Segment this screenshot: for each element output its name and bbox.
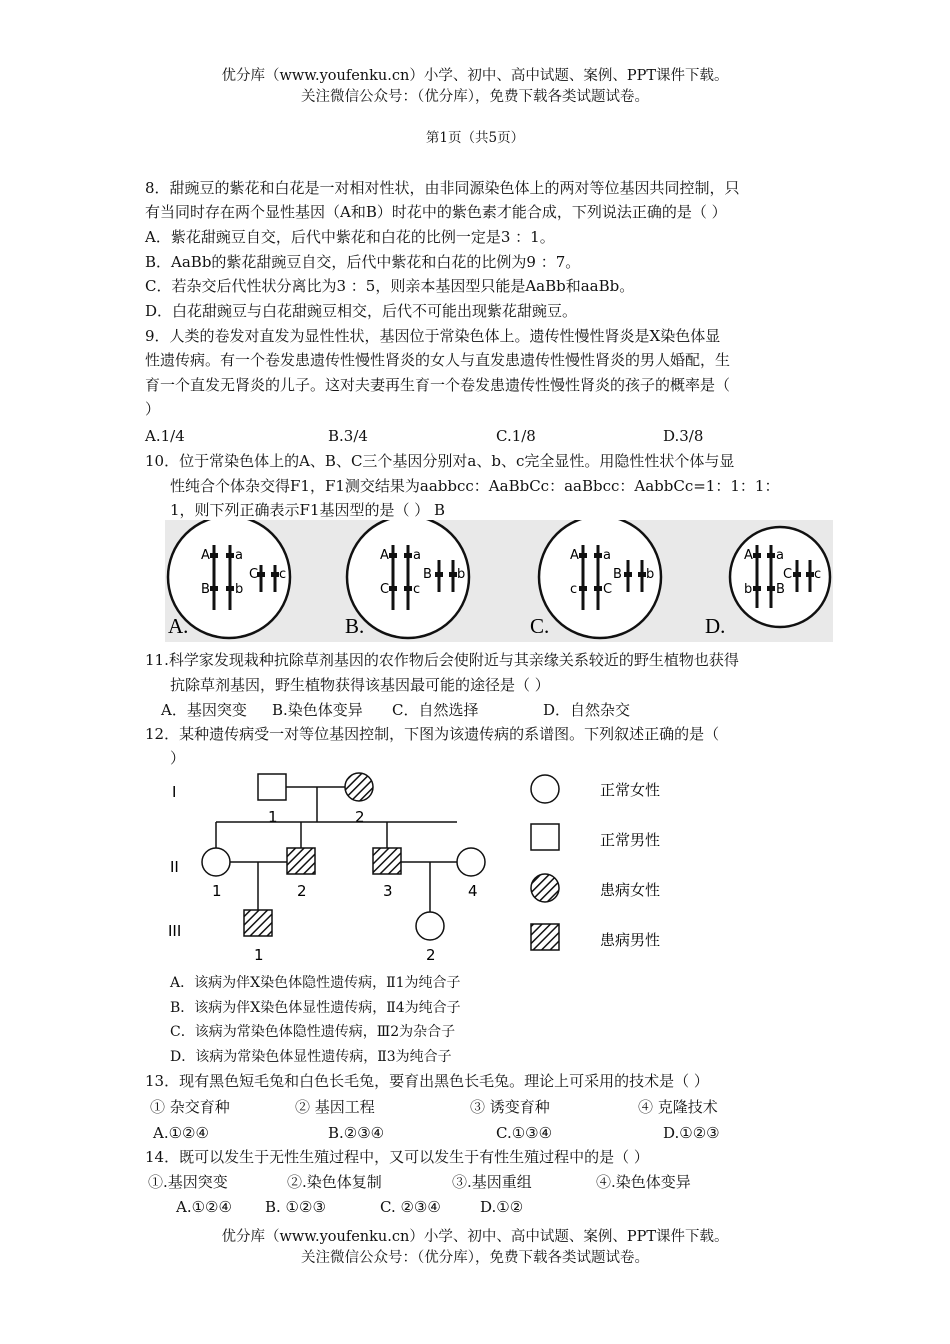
q14-stem: 14．既可以发生于无性生殖过程中，又可以发生于有性生殖过程中的是（ ） <box>145 1148 649 1166</box>
gene-label: C <box>380 582 390 597</box>
figure-option-label: C. <box>530 614 550 638</box>
chromosome-figure <box>165 520 833 642</box>
footer-line-1: 优分库（www.youfenku.cn）小学、初中、高中试题、案例、PPT课件下载。 <box>221 1229 729 1245</box>
header-line-1: 优分库（www.youfenku.cn）小学、初中、高中试题、案例、PPT课件下载。 <box>221 68 729 84</box>
legend-label: 正常女性 <box>600 781 661 799</box>
q9-option-c: C.1/8 <box>496 427 536 445</box>
gene-label: B <box>613 567 622 582</box>
gene-label: C <box>249 567 259 582</box>
gene-label: a <box>776 548 784 563</box>
q9-stem-1: 9．人类的卷发对直发为显性性状，基因位于常染色体上。遗传性慢性肾炎是X染色体显 <box>145 327 721 345</box>
q13-option-a: A.①②④ <box>153 1124 209 1142</box>
q9-stem-2: 性遗传病。有一个卷发患遗传性慢性肾炎的女人与直发患遗传性慢性肾炎的男人婚配，生 <box>145 351 731 369</box>
individual-number: 2 <box>297 882 307 900</box>
q11-option-b: B.染色体变异 <box>272 701 363 719</box>
gene-label: a <box>603 548 611 563</box>
q14-item-4: ④.染色体变异 <box>596 1173 691 1191</box>
q8-option-c: C．若杂交后代性状分离比为3 ：5，则亲本基因型只能是AaBb和aaBb。 <box>145 277 635 295</box>
generation-label: I <box>172 783 177 801</box>
gene-label: b <box>744 582 753 597</box>
generation-label: II <box>170 858 179 876</box>
individual-number: 4 <box>468 882 478 900</box>
female-normal-ii1 <box>202 848 230 876</box>
male-normal-i1 <box>258 774 286 800</box>
gene-label: a <box>413 548 421 563</box>
legend-label: 正常男性 <box>600 831 661 849</box>
pedigree-chart <box>160 762 680 972</box>
footer-line-2: 关注微信公众号：（优分库），免费下载各类试题试卷。 <box>301 1250 649 1266</box>
legend-female-affected-symbol <box>531 874 559 902</box>
q13-option-d: D.①②③ <box>663 1124 720 1142</box>
male-affected-ii3 <box>373 848 401 874</box>
legend-label: 患病男性 <box>600 931 661 949</box>
cell-option-b <box>347 520 469 638</box>
gene-label: B <box>423 567 432 582</box>
q8-stem-1: 8．甜豌豆的紫花和白花是一对相对性状，由非同源染色体上的两对等位基因共同控制，只 <box>145 179 740 197</box>
q11-option-d: D．自然杂交 <box>543 701 631 719</box>
cell-option-c <box>539 520 661 638</box>
q12-option-a: A．该病为伴X染色体隐性遗传病，Ⅱ1为纯合子 <box>170 975 461 991</box>
individual-number: 2 <box>355 808 365 826</box>
legend-male-affected-symbol <box>531 924 559 950</box>
gene-label: A <box>201 548 210 563</box>
legend-male-normal-symbol <box>531 824 559 850</box>
q8-option-a: A．紫花甜豌豆自交，后代中紫花和白花的比例一定是3 ：1。 <box>145 228 555 246</box>
gene-label: A <box>570 548 579 563</box>
gene-label: B <box>201 582 210 597</box>
q12-stem-1: 12．某种遗传病受一对等位基因控制，下图为该遗传病的系谱图。下列叙述正确的是（ <box>145 725 720 743</box>
q8-option-d: D．白花甜豌豆与白花甜豌豆相交，后代不可能出现紫花甜豌豆。 <box>145 302 578 320</box>
q9-option-b: B.3/4 <box>328 427 368 445</box>
q14-item-3: ③.基因重组 <box>452 1173 532 1191</box>
cell-option-d <box>730 527 830 627</box>
gene-label: B <box>776 582 785 597</box>
legend-label: 患病女性 <box>600 881 661 899</box>
gene-label: c <box>413 582 421 597</box>
page-header <box>0 66 950 108</box>
q11-stem-2: 抗除草剂基因，野生植物获得该基因最可能的途径是（ ） <box>170 676 550 694</box>
figure-option-label: A. <box>168 614 189 638</box>
q13-item-1: ① 杂交育种 <box>150 1098 230 1116</box>
gene-label: c <box>570 582 578 597</box>
q13-stem: 13．现有黑色短毛兔和白色长毛兔，要育出黑色长毛兔。理论上可采用的技术是（ ） <box>145 1072 709 1090</box>
legend-female-normal-symbol <box>531 775 559 803</box>
q9-stem-4: ） <box>145 400 161 418</box>
q11-stem-1: 11.科学家发现栽种抗除草剂基因的农作物后会使附近与其亲缘关系较近的野生植物也获得 <box>145 651 739 669</box>
female-affected-i2 <box>345 773 373 801</box>
q12-option-b: B．该病为伴X染色体显性遗传病，Ⅱ4为纯合子 <box>170 1000 461 1016</box>
figure-option-label: D. <box>705 614 726 638</box>
q13-item-3: ③ 诱变育种 <box>470 1098 550 1116</box>
q13-item-2: ② 基因工程 <box>295 1098 375 1116</box>
gene-label: C <box>603 582 613 597</box>
figure-option-label: B. <box>345 614 365 638</box>
individual-number: 1 <box>254 946 264 964</box>
q9-option-a: A.1/4 <box>145 427 185 445</box>
individual-number: 3 <box>383 882 393 900</box>
female-normal-ii4 <box>457 848 485 876</box>
q12-option-d: D．该病为常染色体显性遗传病，Ⅱ3为纯合子 <box>170 1049 452 1065</box>
page-number: 第1页（共5页） <box>425 130 525 146</box>
gene-label: b <box>646 567 655 582</box>
male-affected-iii1 <box>244 910 272 936</box>
q10-stem-2: 性纯合个体杂交得F1，F1测交结果为aabbcc：AaBbCc：aaBbcc：AabbCc=1：1：1： <box>170 477 780 495</box>
gene-label: b <box>235 582 244 597</box>
q13-option-b: B.②③④ <box>328 1124 385 1142</box>
q14-item-1: ①.基因突变 <box>148 1173 228 1191</box>
q10-stem-3: 1，则下列正确表示F1基因型的是（ ） B <box>170 501 446 519</box>
q12-option-c: C．该病为常染色体隐性遗传病，Ⅲ2为杂合子 <box>170 1024 456 1040</box>
q8-option-b: B．AaBb的紫花甜豌豆自交，后代中紫花和白花的比例为9 ：7。 <box>145 253 581 271</box>
q9-option-d: D.3/8 <box>663 427 704 445</box>
individual-number: 1 <box>212 882 222 900</box>
individual-number: 2 <box>426 946 436 964</box>
q11-option-a: A．基因突变 <box>161 701 247 719</box>
individual-number: 1 <box>268 808 278 826</box>
header-line-2: 关注微信公众号：（优分库），免费下载各类试题试卷。 <box>301 89 649 105</box>
female-normal-iii2 <box>416 912 444 940</box>
page-footer <box>0 1227 950 1269</box>
q14-option-d: D.①② <box>480 1198 524 1216</box>
generation-label: III <box>168 922 182 940</box>
gene-label: C <box>783 567 793 582</box>
gene-label: b <box>457 567 466 582</box>
gene-label: a <box>235 548 243 563</box>
q14-option-a: A.①②④ <box>176 1198 232 1216</box>
q8-stem-2: 有当同时存在两个显性基因（A和B）时花中的紫色素才能合成，下列说法正确的是（ ） <box>145 203 727 221</box>
gene-label: c <box>279 567 287 582</box>
q10-stem-1: 10．位于常染色体上的A、B、C三个基因分别对a、b、c完全显性。用隐性性状个体与显 <box>145 452 735 470</box>
gene-label: c <box>814 567 822 582</box>
q14-item-2: ②.染色体复制 <box>287 1173 382 1191</box>
gene-label: A <box>744 548 753 563</box>
q11-option-c: C．自然选择 <box>392 701 479 719</box>
q14-option-c: C. ②③④ <box>380 1198 441 1216</box>
gene-label: A <box>380 548 389 563</box>
q12-stem-2: ） <box>170 749 186 767</box>
q9-stem-3: 育一个直发无肾炎的儿子。这对夫妻再生育一个卷发患遗传性慢性肾炎的孩子的概率是（ <box>145 376 731 394</box>
q14-option-b: B. ①②③ <box>265 1198 326 1216</box>
male-affected-ii2 <box>287 848 315 874</box>
q13-option-c: C.①③④ <box>496 1124 553 1142</box>
q13-item-4: ④ 克隆技术 <box>638 1098 718 1116</box>
